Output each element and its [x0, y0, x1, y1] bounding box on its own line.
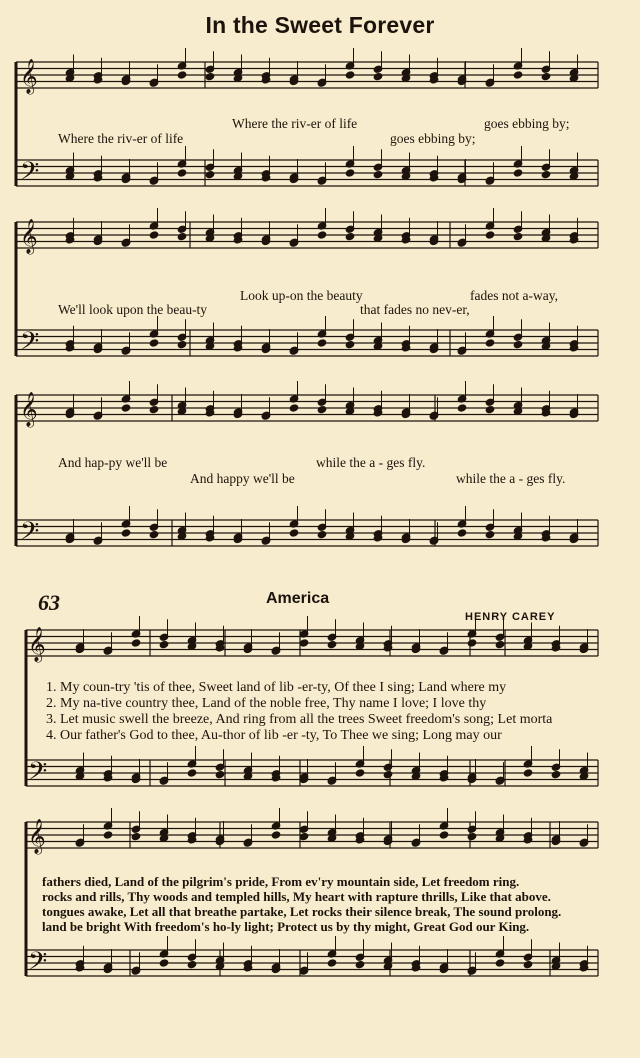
verse-line: 3. Let music swell the breeze, And ring from all the trees Sweet freedom's song; Let morta — [46, 712, 553, 727]
bass-clef-icon: 𝄢 — [20, 157, 40, 192]
bass-staff — [16, 160, 598, 186]
lyric-line: Where the riv-er of life — [58, 131, 184, 146]
bass-clef-icon: 𝄢 — [28, 947, 48, 982]
treble-clef-icon: 𝄞 — [20, 219, 38, 254]
verse-line: tongues awake, Let all that breathe partake, Let rocks their silence break, The sound prolong. — [42, 904, 562, 919]
verse-line: fathers died, Land of the pilgrim's pride, From ev'ry mountain side, Let freedom ring. — [42, 874, 520, 889]
lyric-line: that fades no nev-er, — [360, 302, 470, 317]
treble-clef-icon: 𝄞 — [28, 627, 46, 662]
lyric-line: goes ebbing by; — [484, 116, 570, 131]
bass-clef-icon: 𝄢 — [28, 757, 48, 792]
treble-clef-icon: 𝄞 — [28, 819, 46, 854]
bass-staff — [16, 520, 598, 546]
lyric-line: And hap-py we'll be — [58, 455, 168, 470]
hymn-number: 63 — [38, 590, 60, 615]
treble-staff — [16, 395, 598, 421]
verse-line: 2. My na-tive country thee, Land of the noble free, Thy name I love; I love thy — [46, 696, 487, 711]
treble-clef-icon: 𝄞 — [20, 59, 38, 94]
verse-line: 1. My coun-try 'tis of thee, Sweet land of lib -er-ty, Of thee I sing; Land where my — [46, 680, 507, 695]
hymn-title-america: America — [266, 590, 330, 607]
lyric-line: And happy we'll be — [190, 471, 295, 486]
lyric-line: goes ebbing by; — [390, 131, 476, 146]
lyric-line: Look up-on the beauty — [240, 288, 363, 303]
bass-clef-icon: 𝄢 — [20, 327, 40, 362]
bass-clef-icon: 𝄢 — [20, 517, 40, 552]
treble-staff — [16, 62, 598, 88]
verse-line: land be bright With freedom's ho-ly light; Protect us by thy might, Great God our King. — [42, 919, 530, 934]
lyric-line: We'll look upon the beau-ty — [58, 302, 208, 317]
lyric-line: Where the riv-er of life — [232, 116, 358, 131]
lyric-line: while the a - ges fly. — [316, 455, 426, 470]
hymn-title: In the Sweet Forever — [205, 12, 435, 38]
treble-clef-icon: 𝄞 — [20, 392, 38, 427]
verse-line: rocks and rills, Thy woods and templed hills, My heart with rapture thrills, Like that above. — [42, 889, 551, 904]
treble-staff — [16, 222, 598, 248]
verse-line: 4. Our father's God to thee, Au-thor of lib -er -ty, To Thee we sing; Long may our — [46, 728, 502, 743]
lyric-line: fades not a-way, — [470, 288, 558, 303]
bass-staff — [16, 330, 598, 356]
lyric-line: while the a - ges fly. — [456, 471, 566, 486]
composer-credit: HENRY CAREY — [465, 611, 556, 623]
